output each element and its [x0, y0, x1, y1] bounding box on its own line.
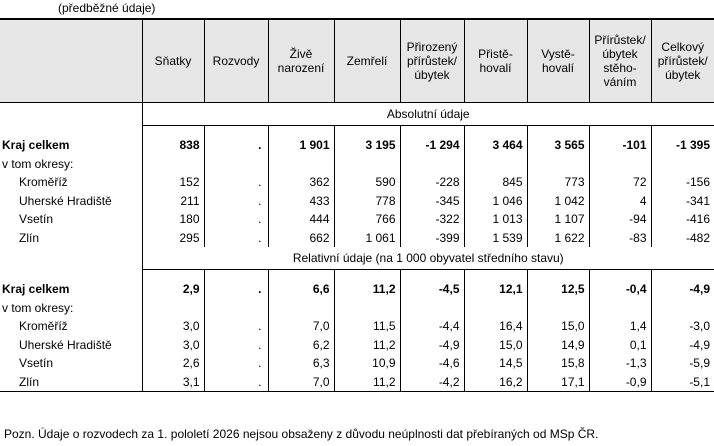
table-cell: -5,1 — [651, 373, 714, 392]
table-cell: -228 — [400, 173, 464, 192]
table-cell: -101 — [589, 136, 651, 155]
spacer-cell — [464, 270, 527, 281]
header-marriages: Sňatky — [142, 19, 204, 103]
table-cell: 362 — [268, 173, 334, 192]
table-cell — [334, 155, 400, 174]
table-cell: 7,0 — [268, 373, 334, 392]
table-cell: . — [204, 192, 268, 211]
table-row — [0, 155, 714, 174]
row-label: Kraj celkem — [2, 138, 70, 153]
table-cell: -94 — [589, 210, 651, 229]
spacer-cell — [142, 126, 204, 137]
table-cell — [651, 155, 714, 174]
table-cell: -399 — [400, 229, 464, 248]
spacer-cell — [651, 126, 714, 137]
table-cell: 12,1 — [464, 280, 527, 299]
table-row — [0, 317, 714, 336]
table-cell: 1 539 — [464, 229, 527, 248]
table-cell: . — [204, 229, 268, 248]
table-note-bottom: Pozn. Údaje o rozvodech za 1. pololetí 2026 nejsou obsaženy z důvodu neúplnosti dat přebíraných od MSp ČR. — [4, 427, 599, 441]
row-label: Vsetín — [19, 212, 54, 227]
table-cell: -322 — [400, 210, 464, 229]
table-cell — [651, 299, 714, 318]
table-cell: 11,2 — [334, 280, 400, 299]
table-cell: -1 294 — [400, 136, 464, 155]
table-cell: . — [204, 373, 268, 392]
row-label: v tom okresy: — [2, 300, 74, 315]
table-cell: . — [204, 136, 268, 155]
table-cell — [142, 299, 204, 318]
header-deaths: Zemřelí — [334, 19, 400, 103]
row-label: Uherské Hradiště — [19, 337, 112, 352]
table-cell: 2,6 — [142, 354, 204, 373]
row-label: Zlín — [0, 373, 142, 392]
table-cell: 7,0 — [268, 317, 334, 336]
table-cell: 3 565 — [527, 136, 589, 155]
spacer-cell — [268, 126, 334, 137]
table-cell: 3,1 — [142, 373, 204, 392]
table-cell — [268, 299, 334, 318]
spacer-cell — [651, 270, 714, 281]
table-cell: -156 — [651, 173, 714, 192]
table-cell: -1,3 — [589, 354, 651, 373]
table-cell — [464, 155, 527, 174]
table-cell: 14,5 — [464, 354, 527, 373]
spacer-cell — [400, 270, 464, 281]
table-cell: . — [204, 336, 268, 355]
table-cell: 152 — [142, 173, 204, 192]
table-cell: 3 195 — [334, 136, 400, 155]
table-cell — [268, 155, 334, 174]
spacer-cell — [334, 270, 400, 281]
section-spacer-row — [0, 270, 714, 281]
section-title: Relativní údaje (na 1 000 obyvatel středního stavu) — [142, 247, 714, 270]
table-cell — [400, 299, 464, 318]
row-label: Kroměříž — [19, 175, 68, 190]
header-territory — [0, 19, 142, 103]
table-cell: 1 042 — [527, 192, 589, 211]
row-label: Kroměříž — [19, 319, 68, 334]
table-cell — [589, 299, 651, 318]
table-cell: 1,4 — [589, 317, 651, 336]
table-cell: 4 — [589, 192, 651, 211]
table-cell: 15,0 — [464, 336, 527, 355]
spacer-cell — [142, 270, 204, 281]
spacer-cell — [0, 126, 142, 137]
table-cell — [204, 155, 268, 174]
table-cell: 1 046 — [464, 192, 527, 211]
table-cell: -4,6 — [400, 354, 464, 373]
spacer-cell — [204, 270, 268, 281]
table-row — [0, 354, 714, 373]
table-cell — [334, 299, 400, 318]
table-cell: 11,2 — [334, 373, 400, 392]
table-cell — [204, 299, 268, 318]
table-cell: 590 — [334, 173, 400, 192]
row-label: v tom okresy: — [2, 156, 74, 171]
header-total-increase: Celkový přírůstek/ úbytek — [651, 19, 714, 103]
table-cell: -5,9 — [651, 354, 714, 373]
spacer-cell — [268, 270, 334, 281]
header-immigrants: Přistě- hovalí — [464, 19, 527, 103]
table-cell: -345 — [400, 192, 464, 211]
table-cell: 662 — [268, 229, 334, 248]
table-cell: 838 — [142, 136, 204, 155]
table-cell: -4,4 — [400, 317, 464, 336]
table-cell: 0,1 — [589, 336, 651, 355]
section-header-row — [0, 103, 714, 126]
table-cell: 15,8 — [527, 354, 589, 373]
table-cell: -4,9 — [400, 336, 464, 355]
table-cell: 766 — [334, 210, 400, 229]
table-cell: -416 — [651, 210, 714, 229]
table-cell: 295 — [142, 229, 204, 248]
section-header-blank — [0, 103, 142, 126]
row-label: Zlín — [19, 230, 40, 245]
table-cell — [464, 299, 527, 318]
table-cell: 15,0 — [527, 317, 589, 336]
table-cell: -83 — [589, 229, 651, 248]
spacer-cell — [0, 270, 142, 281]
table-cell — [142, 155, 204, 174]
table-cell: 2,9 — [142, 280, 204, 299]
table-cell: 12,5 — [527, 280, 589, 299]
table-cell: -1 395 — [651, 136, 714, 155]
table-cell: . — [204, 210, 268, 229]
table-cell: 433 — [268, 192, 334, 211]
header-natural-increase: Přirozený přírůstek/ úbytek — [400, 19, 464, 103]
table-row — [0, 373, 714, 392]
spacer-cell — [589, 126, 651, 137]
table-row — [0, 299, 714, 318]
table-cell: 1 622 — [527, 229, 589, 248]
demographic-table — [0, 18, 714, 392]
spacer-cell — [334, 126, 400, 137]
spacer-cell — [204, 126, 268, 137]
spacer-cell — [400, 126, 464, 137]
table-cell: . — [204, 317, 268, 336]
table-cell: 845 — [464, 173, 527, 192]
section-spacer-row — [0, 126, 714, 137]
table-cell: 16,2 — [464, 373, 527, 392]
table-note-top: (předběžné údaje) — [58, 1, 156, 15]
table-cell: 773 — [527, 173, 589, 192]
table-cell: -482 — [651, 229, 714, 248]
table-cell: 6,3 — [268, 354, 334, 373]
table-cell: 14,9 — [527, 336, 589, 355]
table-cell: 3,0 — [142, 336, 204, 355]
table-row — [0, 210, 714, 229]
table-cell: 1 107 — [527, 210, 589, 229]
table-cell: 10,9 — [334, 354, 400, 373]
table-cell — [589, 155, 651, 174]
spacer-cell — [464, 126, 527, 137]
row-label: Uherské Hradiště — [19, 193, 112, 208]
table-cell: . — [204, 173, 268, 192]
table-cell: 1 013 — [464, 210, 527, 229]
spacer-cell — [589, 270, 651, 281]
table-cell: 6,2 — [268, 336, 334, 355]
header-live-births: Živě narození — [268, 19, 334, 103]
table-cell: -0,4 — [589, 280, 651, 299]
table-cell: 211 — [142, 192, 204, 211]
section-header-blank — [0, 247, 142, 270]
table-cell: 16,4 — [464, 317, 527, 336]
table-cell: 11,5 — [334, 317, 400, 336]
header-row — [0, 19, 714, 103]
table-cell — [400, 155, 464, 174]
table-cell: 1 061 — [334, 229, 400, 248]
table-cell: -341 — [651, 192, 714, 211]
table-cell: -4,5 — [400, 280, 464, 299]
table-cell: 11,2 — [334, 336, 400, 355]
table-cell: -4,2 — [400, 373, 464, 392]
header-emigrants: Vystě- hovalí — [527, 19, 589, 103]
table-cell: -4,9 — [651, 336, 714, 355]
row-label: Kraj celkem — [2, 282, 70, 297]
table-cell: 1 901 — [268, 136, 334, 155]
table-cell — [527, 155, 589, 174]
table-row — [0, 229, 714, 248]
section-header-row — [0, 247, 714, 270]
table-cell: 6,6 — [268, 280, 334, 299]
table-cell: 3 464 — [464, 136, 527, 155]
table-cell: -4,9 — [651, 280, 714, 299]
header-migration-increase: Přírůstek/ úbytek stěho- váním — [589, 19, 651, 103]
table-cell: 180 — [142, 210, 204, 229]
section-title: Absolutní údaje — [142, 103, 714, 126]
row-label: Vsetín — [19, 356, 54, 371]
spacer-cell — [527, 126, 589, 137]
table-cell: 444 — [268, 210, 334, 229]
table-row — [0, 336, 714, 355]
spacer-cell — [527, 270, 589, 281]
table-row — [0, 280, 714, 299]
table-body — [0, 103, 714, 392]
table-row — [0, 192, 714, 211]
table-cell — [527, 299, 589, 318]
table-cell: -3,0 — [651, 317, 714, 336]
table-cell: 778 — [334, 192, 400, 211]
table-row — [0, 136, 714, 155]
table-cell: . — [204, 280, 268, 299]
table-row — [0, 173, 714, 192]
table-cell: -0,9 — [589, 373, 651, 392]
table-cell: . — [204, 354, 268, 373]
table-cell: 17,1 — [527, 373, 589, 392]
table-cell: 72 — [589, 173, 651, 192]
table-cell: 3,0 — [142, 317, 204, 336]
header-divorces: Rozvody — [204, 19, 268, 103]
